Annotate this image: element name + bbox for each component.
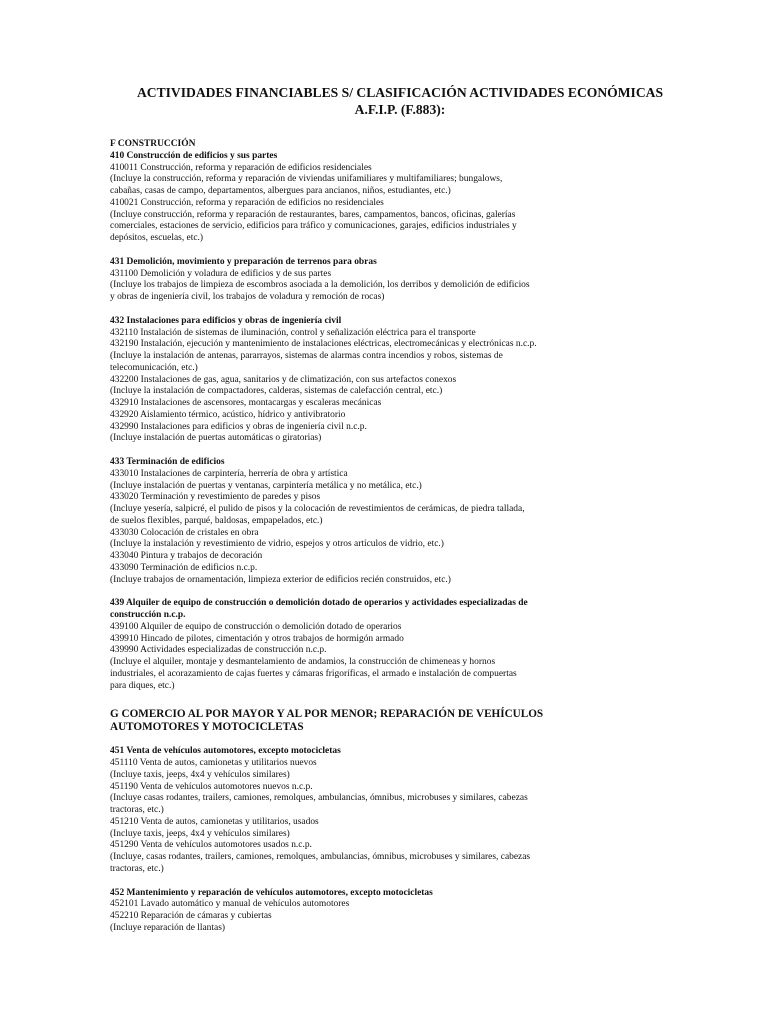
- document-title: [60, 84, 740, 118]
- spacer: [110, 734, 710, 746]
- title-line-2: A.F.I.P. (F.883):: [354, 102, 446, 117]
- section-g-heading: G COMERCIO AL POR MAYOR Y AL POR MENOR; REPARACIÓN DE VEHÍCULOS: [110, 708, 544, 721]
- group-432-heading: 432 Instalaciones para edificios y obras de ingeniería civil: [110, 315, 342, 326]
- text-line: 432920 Aislamiento térmico, acústico, hídrico y antivibratorio: [110, 409, 346, 420]
- text-line: (Incluye instalación de puertas y ventanas, carpintería metálica y no metálica, etc.): [110, 480, 422, 491]
- text-line: 451190 Venta de vehículos automotores nuevos n.c.p.: [110, 781, 313, 792]
- spacer: [110, 876, 710, 888]
- text-line: (Incluye el alquiler, montaje y desmantelamiento de andamios, la construcción de chimeneas y hornos: [110, 657, 496, 667]
- text-line: 452101 Lavado automático y manual de vehículos automotores: [110, 899, 350, 910]
- group-433-heading: 433 Terminación de edificios: [110, 457, 225, 467]
- text-line: 432990 Instalaciones para edificios y obras de ingeniería civil n.c.p.: [110, 421, 367, 432]
- group-431-heading: 431 Demolición, movimiento y preparación de terrenos para obras: [110, 256, 377, 267]
- text-line: y obras de ingeniería civil, los trabajos de voladura y remoción de rocas): [110, 292, 385, 302]
- text-line: 431100 Demolición y voladura de edificios y de sus partes: [110, 268, 332, 279]
- text-line: 433040 Pintura y trabajos de decoración: [110, 551, 263, 561]
- text-line: (Incluye taxis, jeeps, 4x4 y vehículos similares): [110, 828, 290, 839]
- text-line: telecomunicación, etc.): [110, 362, 198, 373]
- text-line: 451110 Venta de autos, camionetas y utilitarios nuevos: [110, 758, 317, 768]
- text-line: comerciales, estaciones de servicio, edificios para tráfico y comunicaciones, garajes, edificios industriales y: [110, 221, 517, 232]
- spacer: [110, 304, 710, 316]
- text-line: 432200 Instalaciones de gas, agua, sanitarios y de climatización, con sus artefactos conexos: [110, 374, 457, 385]
- spacer: [110, 586, 710, 598]
- text-line: 433030 Colocación de cristales en obra: [110, 527, 259, 538]
- text-line: (Incluye la instalación de compactadores, calderas, sistemas de calefacción central, etc.): [110, 386, 443, 397]
- spacer: [110, 245, 710, 257]
- text-line: (Incluye casas rodantes, trailers, camiones, remolques, ambulancias, ómnibus, microbuses y similares, cabezas: [110, 793, 528, 804]
- group-439-heading: 439 Alquiler de equipo de construcción o demolición dotado de operarios y actividades especializadas de: [110, 598, 528, 609]
- title-line-1: ACTIVIDADES FINANCIABLES S/ CLASIFICACIÓN ACTIVIDADES ECONÓMICAS: [136, 85, 664, 100]
- text-line: de suelos flexibles, parqué, baldosas, empapelados, etc.): [110, 515, 323, 526]
- group-452-heading: 452 Mantenimiento y reparación de vehículos automotores, excepto motocicletas: [110, 887, 433, 898]
- text-line: 432910 Instalaciones de ascensores, montacargas y escaleras mecánicas: [110, 398, 382, 408]
- spacer: [110, 445, 710, 457]
- section-g-heading-cont: AUTOMOTORES Y MOTOCICLETAS: [110, 721, 304, 734]
- text-line: 432110 Instalación de sistemas de iluminación, control y señalización eléctrica para el transporte: [110, 327, 476, 338]
- text-line: 451290 Venta de vehículos automotores usados n.c.p.: [110, 840, 312, 851]
- text-line: 433090 Terminación de edificios n.c.p.: [110, 562, 258, 573]
- group-451-heading: 451 Venta de vehículos automotores, excepto motocicletas: [110, 746, 341, 757]
- text-line: depósitos, escuelas, etc.): [110, 233, 204, 243]
- text-line: (Incluye la instalación y revestimiento de vidrio, espejos y otros artículos de vidrio, etc.): [110, 539, 444, 550]
- group-439-heading-cont: construcción n.c.p.: [110, 610, 186, 620]
- text-line: 439100 Alquiler de equipo de construcción o demolición dotado de operarios: [110, 621, 402, 632]
- text-line: industriales, el acorazamiento de cajas fuertes y cámaras frigoríficas, el armado e instalación de compuertas: [110, 668, 517, 679]
- text-line: 451210 Venta de autos, camionetas y utilitarios, usados: [110, 816, 319, 827]
- text-line: 433010 Instalaciones de carpintería, herrería de obra y artística: [110, 468, 348, 479]
- text-line: (Incluye taxis, jeeps, 4x4 y vehículos similares): [110, 769, 290, 780]
- text-line: tractoras, etc.): [110, 863, 164, 874]
- text-line: para diques, etc.): [110, 680, 175, 691]
- text-line: (Incluye la instalación de antenas, pararrayos, sistemas de alarmas contra incendios y robos, sistemas de: [110, 351, 503, 361]
- text-line: (Incluye construcción, reforma y reparación de restaurantes, bares, campamentos, bancos, oficinas, galerías: [110, 209, 516, 220]
- text-line: 433020 Terminación y revestimiento de paredes y pisos: [110, 492, 321, 503]
- text-line: 432190 Instalación, ejecución y mantenimiento de instalaciones eléctricas, electromecánicas y electrónicas n.c.p.: [110, 339, 537, 350]
- text-line: (Incluye instalación de puertas automáticas o giratorias): [110, 433, 322, 444]
- text-line: 439990 Actividades especializadas de construcción n.c.p.: [110, 645, 327, 656]
- text-line: (Incluye yesería, salpicré, el pulido de pisos y la colocación de revestimientos de cerámicas, de piedra tallada,: [110, 504, 525, 514]
- text-line: 439910 Hincado de pilotes, cimentación y otros trabajos de hormigón armado: [110, 633, 404, 644]
- text-line: 452210 Reparación de cámaras y cubiertas: [110, 911, 272, 921]
- text-line: (Incluye los trabajos de limpieza de escombros asociada a la demolición, los derribos y demolición de edificios: [110, 280, 530, 291]
- text-line: tractoras, etc.): [110, 805, 164, 815]
- group-410-heading: 410 Construcción de edificios y sus partes: [110, 150, 278, 161]
- section-f-heading: F CONSTRUCCIÓN: [110, 139, 196, 149]
- text-line: 410021 Construcción, reforma y reparación de edificios no residenciales: [110, 197, 384, 208]
- spacer: [110, 692, 710, 708]
- document-body: [110, 139, 710, 935]
- text-line: 410011 Construcción, reforma y reparación de edificios residenciales: [110, 162, 372, 173]
- text-line: (Incluye, casas rodantes, trailers, camiones, remolques, ambulancias, ómnibus, microbuses y similares, cabezas: [110, 852, 531, 862]
- text-line: (Incluye reparación de llantas): [110, 922, 226, 933]
- text-line: cabañas, casas de campo, departamentos, albergues para ancianos, niños, estudiantes, etc.): [110, 186, 451, 196]
- text-line: (Incluye la construcción, reforma y reparación de viviendas unifamiliares y multifamiliares; bungalows,: [110, 174, 503, 185]
- text-line: (Incluye trabajos de ornamentación, limpieza exterior de edificios recién construidos, etc.): [110, 574, 451, 585]
